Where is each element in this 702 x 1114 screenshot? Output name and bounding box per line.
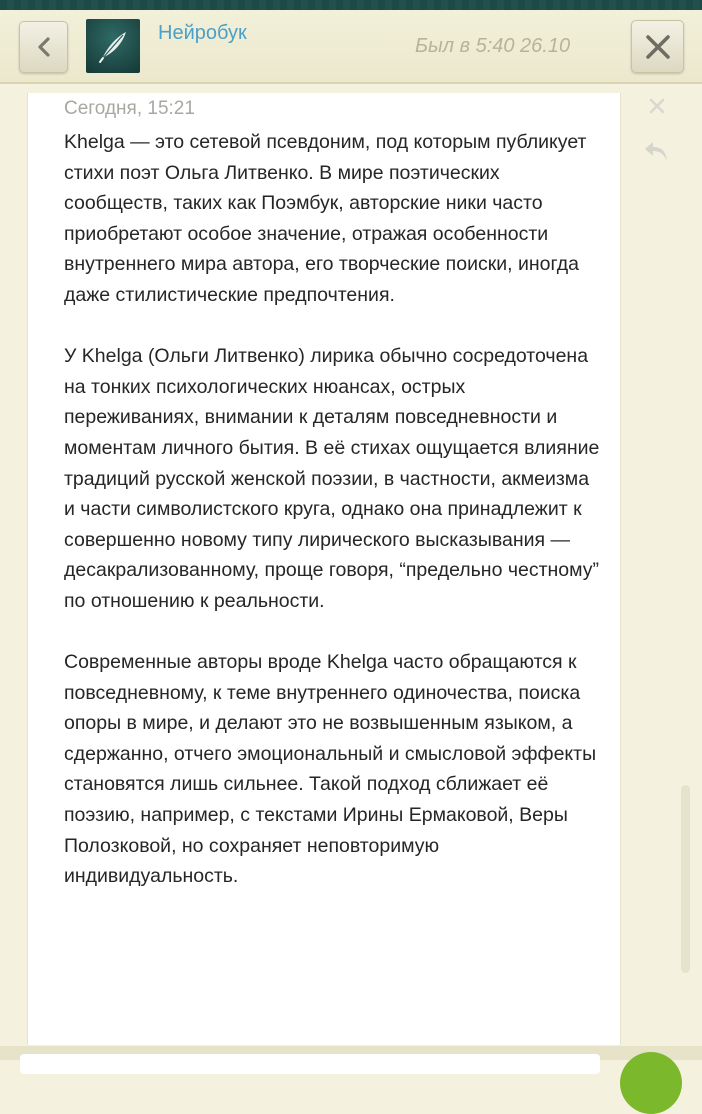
message-text <box>64 127 604 922</box>
contact-name[interactable]: Нейробук <box>158 22 247 44</box>
chevron-left-icon <box>36 37 52 57</box>
close-icon <box>645 34 671 60</box>
message-paragraph: Khelga — это сетевой псевдоним, под которым публикует стихи поэт Ольга Литвенко. В мире поэтических сообществ, таких как Поэмбук, авторские ники часто приобретают особое значение, отражая особенности внутреннего мира автора, его творческие поиски, иногда даже стилистические предпочтения. <box>64 131 587 306</box>
message-paragraph: У Khelga (Ольги Литвенко) лирика обычно сосредоточена на тонких психологических нюансах, острых переживаниях, внимании к деталям повседневности и моментам личного бытия. В её стихах ощущается влияние традиций русской женской поэзии, в частности, акмеизма и части символистского круга, однако она принадлежит к совершенно новому типу лирического высказывания — десакрализованному, проще говоря, “предельно честному” по отношению к реальности. <box>64 345 600 612</box>
message-input[interactable] <box>20 1054 600 1074</box>
chat-header <box>0 10 702 84</box>
back-button[interactable] <box>19 21 68 73</box>
message-bubble <box>27 93 621 1045</box>
send-button[interactable] <box>620 1052 682 1114</box>
delete-message-icon[interactable] <box>647 96 667 116</box>
top-stripe <box>0 0 702 10</box>
close-button[interactable] <box>631 20 684 73</box>
avatar[interactable] <box>86 19 140 73</box>
feather-quill-icon <box>93 26 133 66</box>
reply-arrow-icon[interactable] <box>642 138 670 164</box>
message-timestamp: Сегодня, 15:21 <box>64 98 195 119</box>
scrollbar-thumb[interactable] <box>681 785 690 973</box>
last-seen-status: Был в 5:40 26.10 <box>415 35 571 57</box>
message-paragraph: Современные авторы вроде Khelga часто обращаются к повседневному, к теме внутреннего одиночества, поиска опоры в мире, и делают это не возвышенным языком, а сдержанно, отчего эмоциональный и смысловой эффекты становятся лишь сильнее. Такой подход сближает её поэзию, например, с текстами Ирины Ермаковой, Веры Полозковой, но сохраняет неповторимую индивидуальность. <box>64 651 597 888</box>
